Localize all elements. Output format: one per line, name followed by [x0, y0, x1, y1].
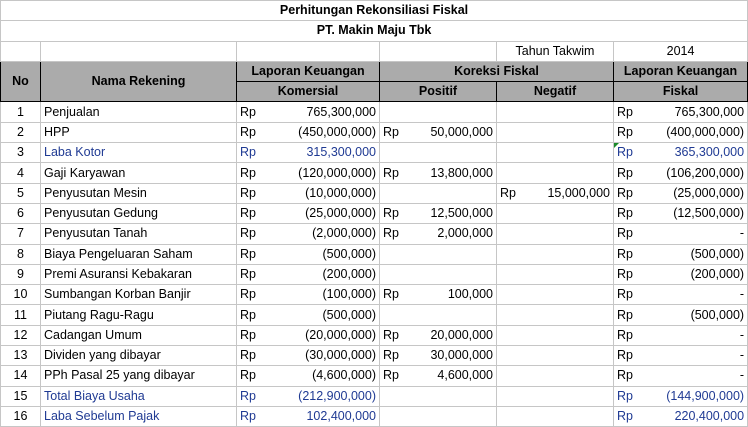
positive-correction[interactable]: [380, 203, 497, 223]
currency-label: Rp: [617, 368, 633, 383]
fiscal-amount[interactable]: [614, 386, 748, 406]
account-name[interactable]: Laba Kotor: [41, 143, 237, 163]
amount-value: (25,000,000): [305, 206, 376, 221]
amount-value: (100,000): [322, 287, 376, 302]
table-row: [1, 325, 748, 345]
row-number[interactable]: 13: [1, 346, 41, 366]
currency-label: Rp: [383, 165, 399, 180]
table-row: [1, 346, 748, 366]
amount-value: (120,000,000): [298, 165, 376, 180]
amount-value: (10,000,000): [305, 185, 376, 200]
amount-value: 765,300,000: [674, 104, 745, 119]
account-name[interactable]: Biaya Pengeluaran Saham: [41, 244, 237, 264]
positive-correction[interactable]: [380, 224, 497, 244]
negative-correction[interactable]: [497, 406, 614, 426]
positive-correction[interactable]: [380, 183, 497, 203]
positive-correction[interactable]: [380, 406, 497, 426]
commercial-amount[interactable]: [237, 244, 380, 264]
currency-label: Rp: [240, 327, 256, 342]
table-row: [1, 406, 748, 426]
blank-cell[interactable]: [1, 41, 41, 61]
commercial-amount[interactable]: [237, 264, 380, 284]
fiscal-amount[interactable]: [614, 122, 748, 142]
amount-value: (106,200,000): [666, 165, 745, 180]
amount-value: 4,600,000: [437, 368, 493, 383]
negative-correction[interactable]: [497, 285, 614, 305]
amount-value: (4,600,000): [312, 368, 376, 383]
amount-value: (500,000): [322, 307, 376, 322]
year-label[interactable]: Tahun Takwim: [497, 41, 614, 61]
table-row: [1, 224, 748, 244]
commercial-amount[interactable]: [237, 183, 380, 203]
account-name[interactable]: Penyusutan Mesin: [41, 183, 237, 203]
row-number[interactable]: 15: [1, 386, 41, 406]
amount-value: (500,000): [690, 307, 745, 322]
account-name[interactable]: Cadangan Umum: [41, 325, 237, 345]
table-row: [1, 285, 748, 305]
positive-correction[interactable]: [380, 244, 497, 264]
negative-correction[interactable]: [497, 264, 614, 284]
amount-value: (25,000,000): [673, 185, 745, 200]
currency-label: Rp: [240, 307, 256, 322]
positive-correction[interactable]: [380, 346, 497, 366]
currency-label: Rp: [617, 267, 633, 281]
amount-value: (212,900,000): [298, 388, 376, 403]
amount-value: -: [739, 287, 745, 302]
currency-label: Rp: [617, 307, 633, 322]
row-number[interactable]: 6: [1, 203, 41, 223]
account-name[interactable]: Premi Asuransi Kebakaran: [41, 264, 237, 284]
account-name[interactable]: Gaji Karyawan: [41, 163, 237, 183]
blank-cell[interactable]: [237, 41, 380, 61]
fiscal-amount[interactable]: [614, 325, 748, 345]
currency-label: Rp: [617, 104, 633, 119]
positive-correction[interactable]: [380, 285, 497, 305]
header-no[interactable]: No: [1, 61, 41, 102]
amount-value: (20,000,000): [305, 327, 376, 342]
negative-correction[interactable]: [497, 183, 614, 203]
sheet-title[interactable]: Perhitungan Rekonsiliasi Fiskal: [1, 1, 748, 21]
currency-label: Rp: [240, 165, 256, 180]
negative-correction[interactable]: [497, 386, 614, 406]
currency-label: Rp: [240, 145, 256, 160]
row-number[interactable]: 14: [1, 366, 41, 386]
amount-value: (12,500,000): [673, 206, 745, 221]
account-name[interactable]: PPh Pasal 25 yang dibayar: [41, 366, 237, 386]
negative-correction[interactable]: [497, 366, 614, 386]
table-row: [1, 122, 748, 142]
currency-label: Rp: [617, 327, 633, 342]
currency-label: Rp: [617, 206, 633, 221]
currency-label: Rp: [383, 226, 399, 241]
currency-label: Rp: [240, 267, 256, 281]
amount-value: -: [739, 348, 745, 363]
currency-label: Rp: [617, 185, 633, 200]
header-lk-fiskal-1[interactable]: Laporan Keuangan: [614, 61, 748, 81]
commercial-amount[interactable]: [237, 143, 380, 163]
amount-value: 100,000: [447, 287, 493, 302]
amount-value: (500,000): [322, 246, 376, 261]
table-row: [1, 305, 748, 325]
table-row: [1, 102, 748, 122]
amount-value: (500,000): [690, 246, 745, 261]
account-name[interactable]: Penyusutan Tanah: [41, 224, 237, 244]
commercial-amount[interactable]: [237, 163, 380, 183]
positive-correction[interactable]: [380, 305, 497, 325]
currency-label: Rp: [240, 348, 256, 363]
fiscal-amount[interactable]: [614, 244, 748, 264]
commercial-amount[interactable]: [237, 406, 380, 426]
blank-cell[interactable]: [41, 41, 237, 61]
currency-label: Rp: [383, 348, 399, 363]
negative-correction[interactable]: [497, 143, 614, 163]
amount-value: 2,000,000: [437, 226, 493, 241]
row-number[interactable]: 5: [1, 183, 41, 203]
currency-label: Rp: [383, 206, 399, 221]
currency-label: Rp: [617, 409, 633, 424]
amount-value: 15,000,000: [547, 185, 610, 200]
currency-label: Rp: [240, 226, 256, 241]
amount-value: (200,000): [322, 267, 376, 281]
currency-label: Rp: [240, 206, 256, 221]
table-row: [1, 183, 748, 203]
negative-correction[interactable]: [497, 163, 614, 183]
currency-label: Rp: [240, 246, 256, 261]
fiscal-amount[interactable]: [614, 143, 748, 163]
row-number[interactable]: 2: [1, 122, 41, 142]
amount-value: (144,900,000): [666, 388, 745, 403]
currency-label: Rp: [383, 287, 399, 302]
company-name[interactable]: PT. Makin Maju Tbk: [1, 21, 748, 41]
row-number[interactable]: 9: [1, 264, 41, 284]
header-koreksi-fiskal[interactable]: Koreksi Fiskal: [380, 61, 614, 81]
row-number[interactable]: 3: [1, 143, 41, 163]
commercial-amount[interactable]: [237, 386, 380, 406]
fiscal-amount[interactable]: [614, 183, 748, 203]
header-nama-rekening[interactable]: Nama Rekening: [41, 61, 237, 102]
currency-label: Rp: [617, 124, 633, 139]
amount-value: -: [739, 368, 745, 383]
negative-correction[interactable]: [497, 244, 614, 264]
table-row: [1, 163, 748, 183]
commercial-amount[interactable]: [237, 285, 380, 305]
amount-value: (400,000,000): [666, 124, 745, 139]
table-row: [1, 386, 748, 406]
amount-value: -: [739, 327, 745, 342]
row-number[interactable]: 4: [1, 163, 41, 183]
currency-label: Rp: [383, 368, 399, 383]
currency-label: Rp: [617, 246, 633, 261]
commercial-amount[interactable]: [237, 346, 380, 366]
amount-value: (30,000,000): [305, 348, 376, 363]
account-name[interactable]: Penyusutan Gedung: [41, 203, 237, 223]
amount-value: 12,500,000: [430, 206, 493, 221]
account-name[interactable]: Sumbangan Korban Banjir: [41, 285, 237, 305]
currency-label: Rp: [617, 226, 633, 241]
year-value[interactable]: 2014: [614, 41, 748, 61]
row-number[interactable]: 8: [1, 244, 41, 264]
amount-value: 20,000,000: [430, 327, 493, 342]
currency-label: Rp: [617, 388, 633, 403]
currency-label: Rp: [240, 104, 256, 119]
fiscal-amount[interactable]: [614, 346, 748, 366]
commercial-amount[interactable]: [237, 305, 380, 325]
account-name[interactable]: HPP: [41, 122, 237, 142]
fiscal-amount[interactable]: [614, 406, 748, 426]
commercial-amount[interactable]: [237, 122, 380, 142]
row-number[interactable]: 7: [1, 224, 41, 244]
amount-value: 13,800,000: [430, 165, 493, 180]
currency-label: Rp: [617, 165, 633, 180]
blank-cell[interactable]: [380, 41, 497, 61]
amount-value: 365,300,000: [674, 145, 745, 160]
amount-value: 50,000,000: [430, 124, 493, 139]
positive-correction[interactable]: [380, 143, 497, 163]
fiscal-amount[interactable]: [614, 285, 748, 305]
row-number[interactable]: 11: [1, 305, 41, 325]
negative-correction[interactable]: [497, 102, 614, 122]
amount-value: (2,000,000): [312, 226, 376, 241]
fiscal-amount[interactable]: [614, 264, 748, 284]
negative-correction[interactable]: [497, 122, 614, 142]
fiscal-amount[interactable]: [614, 163, 748, 183]
amount-value: (450,000,000): [298, 124, 376, 139]
currency-label: Rp: [500, 185, 516, 200]
commercial-amount[interactable]: [237, 224, 380, 244]
positive-correction[interactable]: [380, 264, 497, 284]
header-positif[interactable]: Positif: [380, 82, 497, 102]
amount-value: -: [739, 226, 745, 241]
positive-correction[interactable]: [380, 163, 497, 183]
header-negatif[interactable]: Negatif: [497, 82, 614, 102]
table-row: [1, 244, 748, 264]
commercial-amount[interactable]: [237, 203, 380, 223]
negative-correction[interactable]: [497, 305, 614, 325]
currency-label: Rp: [617, 348, 633, 363]
amount-value: 102,400,000: [306, 409, 376, 424]
positive-correction[interactable]: [380, 122, 497, 142]
table-row: [1, 143, 748, 163]
negative-correction[interactable]: [497, 224, 614, 244]
commercial-amount[interactable]: [237, 366, 380, 386]
positive-correction[interactable]: [380, 366, 497, 386]
account-name[interactable]: Laba Sebelum Pajak: [41, 406, 237, 426]
amount-value: 315,300,000: [306, 145, 376, 160]
account-name[interactable]: Dividen yang dibayar: [41, 346, 237, 366]
account-name[interactable]: Piutang Ragu-Ragu: [41, 305, 237, 325]
positive-correction[interactable]: [380, 386, 497, 406]
currency-label: Rp: [240, 185, 256, 200]
currency-label: Rp: [240, 409, 256, 424]
account-name[interactable]: Penjualan: [41, 102, 237, 122]
amount-value: (200,000): [690, 267, 745, 281]
currency-label: Rp: [240, 388, 256, 403]
table-row: [1, 366, 748, 386]
amount-value: 220,400,000: [674, 409, 745, 424]
currency-label: Rp: [617, 145, 633, 160]
fiscal-amount[interactable]: [614, 305, 748, 325]
positive-correction[interactable]: [380, 325, 497, 345]
currency-label: Rp: [383, 124, 399, 139]
amount-value: 765,300,000: [306, 104, 376, 119]
negative-correction[interactable]: [497, 346, 614, 366]
currency-label: Rp: [617, 287, 633, 302]
fiscal-amount[interactable]: [614, 224, 748, 244]
amount-value: 30,000,000: [430, 348, 493, 363]
currency-label: Rp: [240, 368, 256, 383]
currency-label: Rp: [240, 287, 256, 302]
fiscal-amount[interactable]: [614, 366, 748, 386]
header-lk-komersial-2[interactable]: Komersial: [237, 82, 380, 102]
header-lk-komersial-1[interactable]: Laporan Keuangan: [237, 61, 380, 81]
commercial-amount[interactable]: [237, 325, 380, 345]
account-name[interactable]: Total Biaya Usaha: [41, 386, 237, 406]
negative-correction[interactable]: [497, 203, 614, 223]
commercial-amount[interactable]: [237, 102, 380, 122]
table-row: [1, 264, 748, 284]
row-number[interactable]: 12: [1, 325, 41, 345]
row-number[interactable]: 10: [1, 285, 41, 305]
currency-label: Rp: [240, 124, 256, 139]
fiscal-amount[interactable]: [614, 102, 748, 122]
row-number[interactable]: 1: [1, 102, 41, 122]
fiscal-amount[interactable]: [614, 203, 748, 223]
table-row: [1, 203, 748, 223]
positive-correction[interactable]: [380, 102, 497, 122]
row-number[interactable]: 16: [1, 406, 41, 426]
header-lk-fiskal-2[interactable]: Fiskal: [614, 82, 748, 102]
negative-correction[interactable]: [497, 325, 614, 345]
currency-label: Rp: [383, 327, 399, 342]
